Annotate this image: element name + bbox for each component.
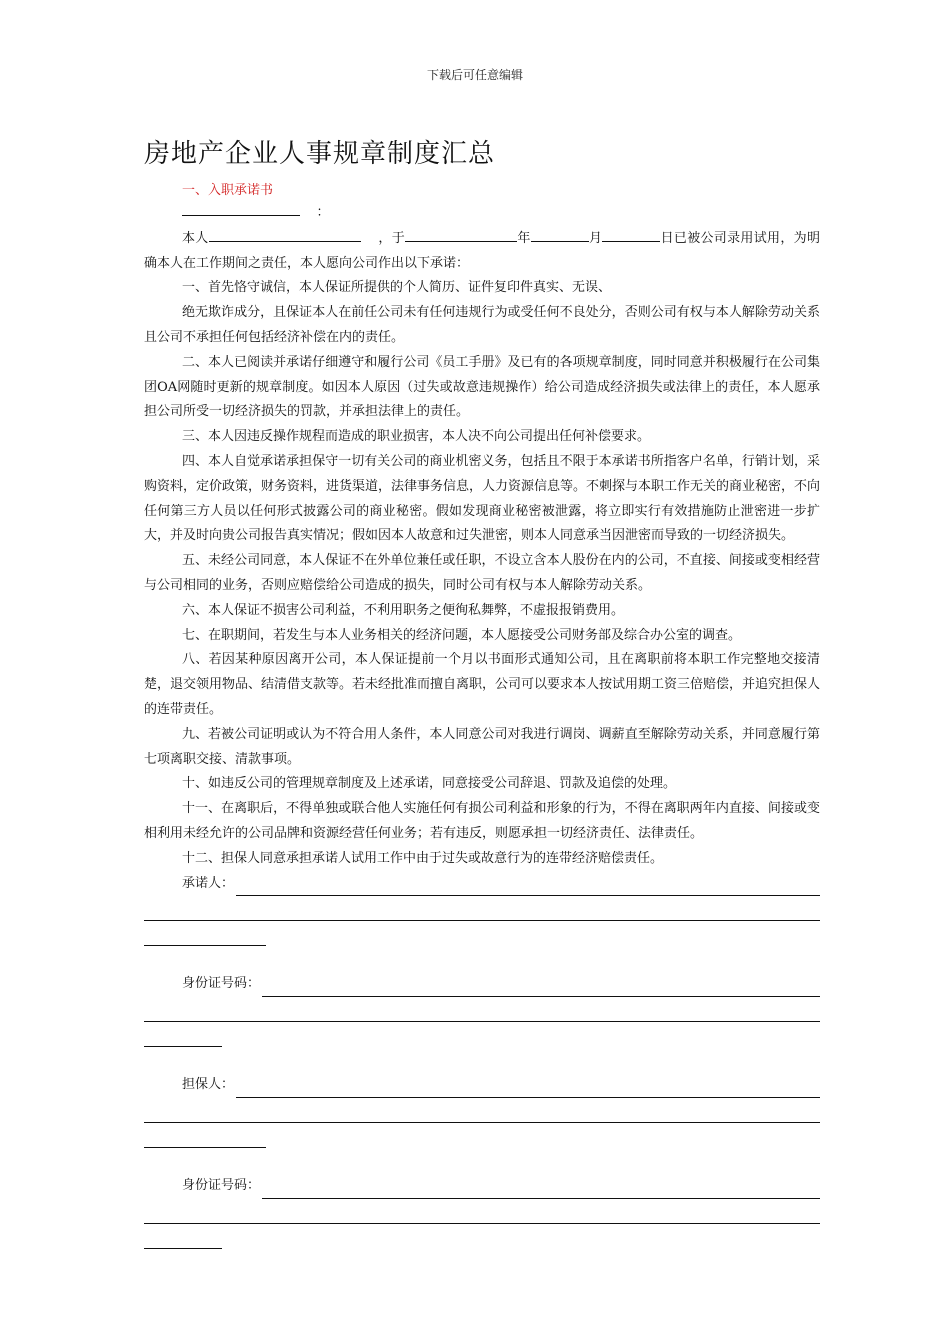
intro-text-2: ，于 — [378, 230, 406, 246]
addressee-line — [144, 200, 820, 226]
name-blank[interactable] — [209, 226, 361, 242]
clause-6: 六、本人保证不损害公司利益，不利用职务之便徇私舞弊，不虚报报销费用。 — [182, 602, 625, 618]
page-header: 下载后可任意编辑 — [426, 68, 523, 82]
guarantor-id-line-3[interactable] — [144, 1224, 222, 1249]
document-body — [144, 200, 820, 1249]
guarantor-row — [144, 1073, 820, 1098]
promisor-line-2[interactable] — [144, 896, 820, 921]
guarantor-id-line[interactable] — [262, 1183, 820, 1199]
document-title: 房地产企业人事规章制度汇总 — [144, 139, 496, 169]
year-blank[interactable] — [405, 226, 517, 242]
guarantor-label: 担保人： — [182, 1077, 235, 1093]
clause-10: 十、如违反公司的管理规章制度及上述承诺，同意接受公司辞退、罚款及追偿的处理。 — [182, 776, 677, 792]
guarantor-line[interactable] — [236, 1082, 820, 1098]
guarantor-id-label: 身份证号码： — [182, 1177, 261, 1193]
guarantor-id-row — [144, 1174, 820, 1199]
promisor-line[interactable] — [236, 880, 820, 896]
intro-paragraph — [144, 226, 820, 277]
promisor-row — [144, 872, 820, 897]
month-blank[interactable] — [531, 226, 589, 242]
clause-3: 三、本人因违反操作规程而造成的职业损害，本人决不向公司提出任何补偿要求。 — [182, 429, 651, 445]
clause-1: 一、首先恪守诚信，本人保证所提供的个人简历、证件复印件真实、无误、 — [182, 280, 612, 296]
guarantor-line-2[interactable] — [144, 1098, 820, 1123]
clause-11: 十一、在离职后，不得单独或联合他人实施任何有损公司利益和形象的行为，不得在离职两年内直接、间接或变相利用未经允许的公司品牌和资源经营任何业务；若有违反，则愿承担一切经济责任、法律责任。 — [144, 801, 820, 841]
promisor-id-label: 身份证号码： — [182, 976, 261, 992]
guarantor-id-line-2[interactable] — [144, 1199, 820, 1224]
clause-4: 四、本人自觉承诺承担保守一切有关公司的商业机密义务，包括且不限于本承诺书所指客户名单，行销计划，采购资料，定价政策，财务资料，进货渠道，法律事务信息，人力资源信息等。不刺探与本职工作无关的商业秘密，不向任何第三方人员以任何形式披露公司的商业秘密。假如发现商业秘密被泄露，将立即实行有效措施防止泄密进一步扩大，并及时向贵公司报告真实情况；假如因本人故意和过失泄密，则本人同意承当因泄密而导致的一切经济损失。 — [144, 453, 821, 544]
promisor-id-row — [144, 972, 820, 997]
day-blank[interactable] — [602, 226, 660, 242]
clause-1-cont: 绝无欺诈成分，且保证本人在前任公司未有任何违规行为或受任何不良处分，否则公司有权与本人解除劳动关系且公司不承担任何包括经济补偿在内的责任。 — [144, 305, 820, 345]
promisor-id-line-3[interactable] — [144, 1022, 222, 1047]
intro-text-3: 年 — [517, 230, 531, 246]
clause-8: 八、若因某种原因离开公司，本人保证提前一个月以书面形式通知公司，且在离职前将本职工作完整地交接清楚，退交领用物品、结清借支款等。若未经批准而擅自离职，公司可以要求本人按试用期工资三倍赔偿，并追究担保人的连带责任。 — [144, 652, 821, 717]
intro-text-5: 日已被公司录用试用，为明确本人在工作期间之责任，本人愿向公司作出以下承诺： — [144, 230, 820, 271]
clause-2: 二、本人已阅读并承诺仔细遵守和履行公司《员工手册》及已有的各项规章制度，同时同意并积极履行在公司集团OA网随时更新的规章制度。如因本人原因（过失或故意违规操作）给公司造成经济损失或法律上的责任，本人愿承担公司所受一切经济损失的罚款，并承担法律上的责任。 — [144, 354, 820, 420]
clause-5: 五、未经公司同意，本人保证不在外单位兼任或任职，不设立含本人股份在内的公司，不直接、间接或变相经营与公司相同的业务，否则应赔偿给公司造成的损失，同时公司有权与本人解除劳动关系。 — [144, 553, 820, 593]
clause-9: 九、若被公司证明或认为不符合用人条件，本人同意公司对我进行调岗、调薪直至解除劳动关系，并同意履行第七项离职交接、清款事项。 — [144, 726, 820, 767]
promisor-id-line-2[interactable] — [144, 997, 820, 1022]
guarantor-line-3[interactable] — [144, 1123, 266, 1148]
section-heading: 一、入职承诺书 — [182, 183, 274, 198]
clause-7: 七、在职期间，若发生与本人业务相关的经济问题，本人愿接受公司财务部及综合办公室的调查。 — [182, 627, 742, 643]
addressee-colon: ： — [316, 205, 330, 220]
intro-text-4: 月 — [588, 230, 603, 246]
addressee-blank[interactable] — [182, 200, 300, 216]
promisor-line-3[interactable] — [144, 921, 266, 946]
clause-12: 十二、担保人同意承担承诺人试用工作中由于过失或故意行为的连带经济赔偿责任。 — [182, 850, 664, 866]
intro-text-1: 本人 — [182, 230, 209, 246]
promisor-label: 承诺人： — [182, 875, 235, 891]
promisor-id-line[interactable] — [262, 981, 820, 997]
